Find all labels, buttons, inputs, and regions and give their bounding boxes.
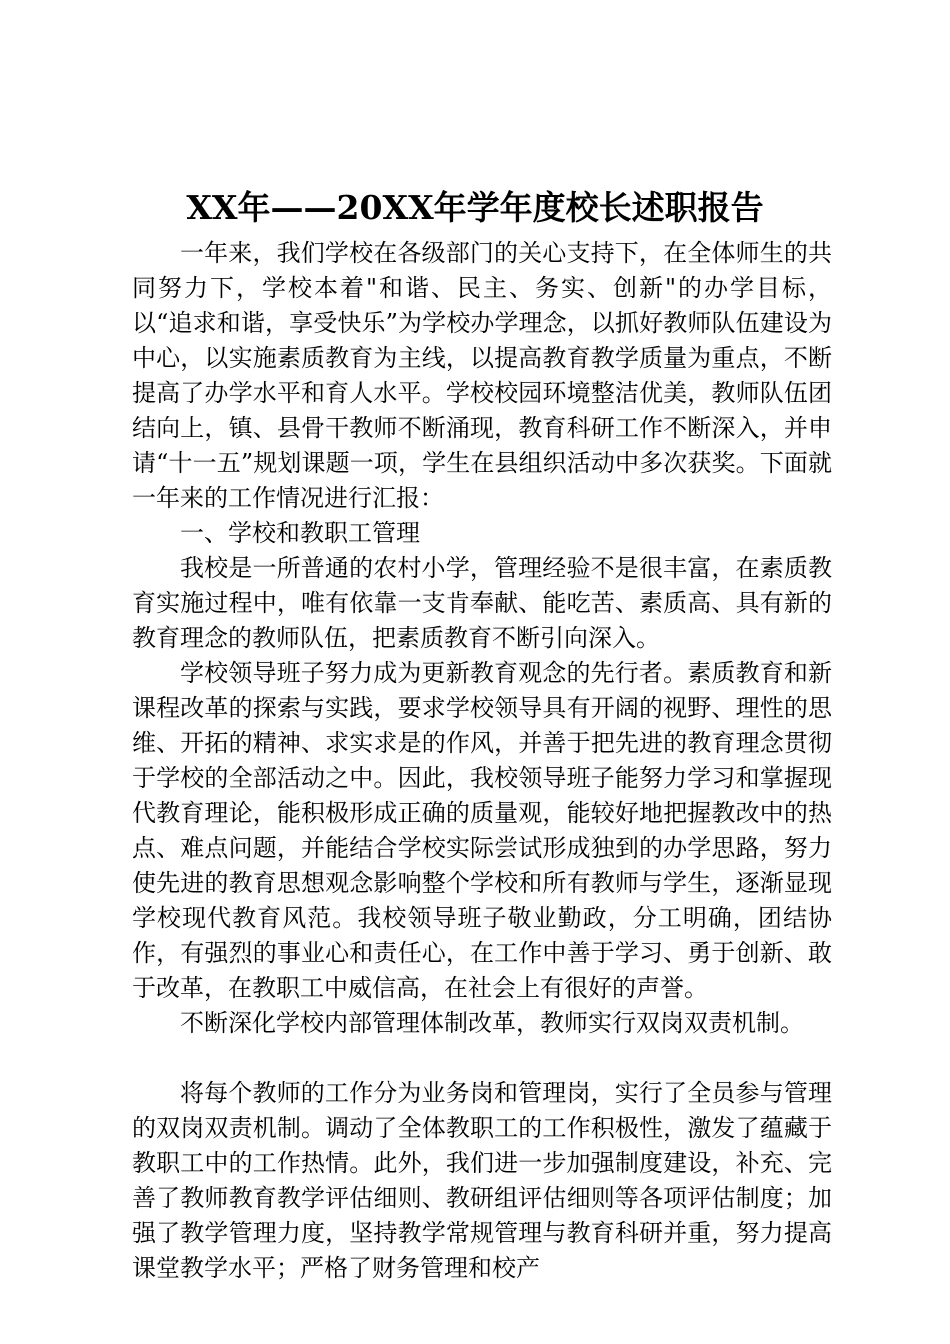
paragraph-management-reform: 不断深化学校内部管理体制改革，教师实行双岗双责机制。	[180, 1009, 804, 1037]
paragraph-leadership: 学校领导班子努力成为更新教育观念的先行者。素质教育和新课程改革的探索与实践，要求学校领导具有开阔的视野、理性的思维、开拓的精神、求实求是的作风，并善于把先进的教育理念贯彻于学校的全部活动之中。因此，我校领导班子能努力学习和掌握现代教育理论，能积极形成正确的质量观，能较好地把握教改中的热点、难点问题，并能结合学校实际尝试形成独到的办学思路，努力使先进的教育思想观念影响整个学校和所有教师与学生，逐渐显现学校现代教育风范。我校领导班子敬业勤政，分工明确，团结协作，有强烈的事业心和责任心，在工作中善于学习、勇于创新、敢于改革，在教职工中威信高，在社会上有很好的声誉。	[132, 659, 832, 1002]
paragraph-school-overview: 我校是一所普通的农村小学，管理经验不是很丰富，在素质教育实施过程中，唯有依靠一支肯奉献、能吃苦、素质高、具有新的教育理念的教师队伍，把素质教育不断引向深入。	[132, 554, 832, 652]
document-title: XX年——20XX年学年度校长述职报告	[186, 188, 764, 227]
paragraph-intro: 一年来，我们学校在各级部门的关心支持下，在全体师生的共同努力下，学校本着"和谐、民主、务实、创新"的办学目标，以“追求和谐，享受快乐”为学校办学理念，以抓好教师队伍建设为中心，以实施素质教育为主线，以提高教育教学质量为重点，不断提高了办学水平和育人水平。学校校园环境整洁优美，教师队伍团结向上，镇、县骨干教师不断涌现，教育科研工作不断深入，并申请“十一五”规划课题一项，学生在县组织活动中多次获奖。下面就一年来的工作情况进行汇报：	[132, 239, 832, 512]
section-heading-1: 一、学校和教职工管理	[180, 519, 420, 547]
paragraph-dual-post: 将每个教师的工作分为业务岗和管理岗，实行了全员参与管理的双岗双责机制。调动了全体教职工的工作积极性，激发了蕴藏于教职工中的工作热情。此外，我们进一步加强制度建设，补充、完善了教师教育教学评估细则、教研组评估细则等各项评估制度；加强了教学管理力度，坚持教学常规管理与教育科研并重，努力提高课堂教学水平；严格了财务管理和校产	[132, 1079, 832, 1282]
document-body	[132, 236, 832, 1286]
